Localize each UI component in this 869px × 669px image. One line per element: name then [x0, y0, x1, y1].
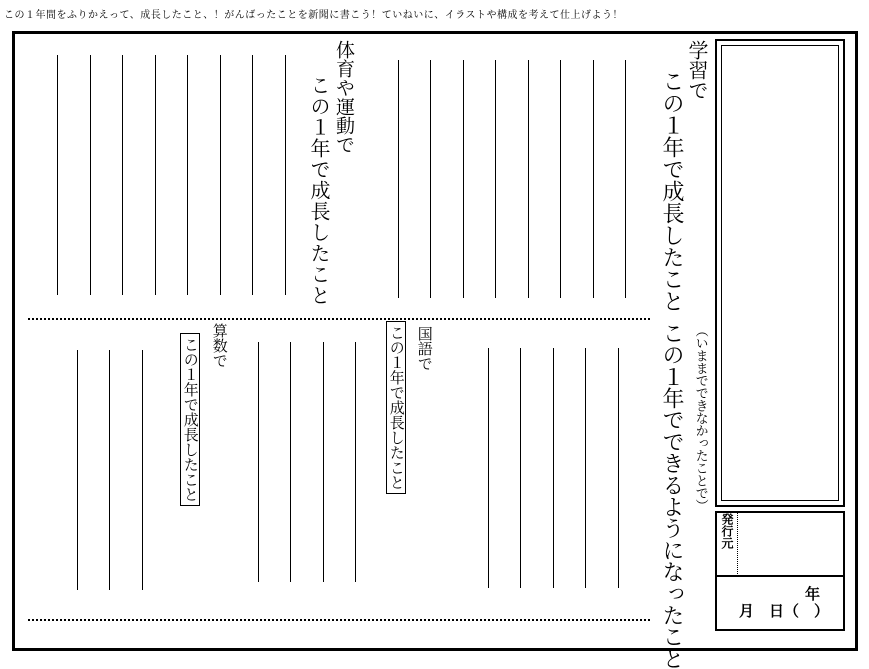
writing-line: [142, 350, 143, 590]
writing-line: [618, 348, 619, 588]
writing-line: [290, 342, 291, 582]
japanese-heading-prefix: 国語で: [415, 326, 434, 371]
writing-line: [430, 60, 431, 298]
writing-line: [323, 342, 324, 582]
publisher-box: [715, 511, 845, 631]
writing-line: [593, 60, 594, 298]
section-divider: [28, 318, 650, 320]
photo-box: [715, 39, 845, 507]
writing-line: [90, 55, 91, 295]
writing-line: [625, 60, 626, 298]
headline-main: この１年で成長したこと: [659, 70, 684, 312]
writing-line: [220, 55, 221, 295]
date-year: 年: [805, 585, 821, 603]
math-heading-main: この１年で成長したこと: [180, 333, 200, 506]
writing-line: [155, 55, 156, 295]
writing-line: [560, 60, 561, 298]
writing-line: [463, 60, 464, 298]
writing-line: [528, 60, 529, 298]
publisher-label: 発行元: [717, 513, 738, 576]
math-heading-prefix: 算数で: [210, 323, 229, 368]
writing-line: [553, 348, 554, 588]
writing-line: [252, 55, 253, 295]
instruction-text: この１年間をふりかえって、成長したこと、！がんばったことを新聞に書こう！ていねいに、イラストや構成を考えて仕上げよう！: [4, 10, 623, 21]
pe-heading-prefix: 体育や運動で: [332, 40, 355, 154]
writing-line: [585, 348, 586, 588]
writing-line: [398, 60, 399, 298]
writing-line: [495, 60, 496, 298]
writing-line: [187, 55, 188, 295]
writing-line: [520, 348, 521, 588]
bottom-divider: [28, 619, 650, 621]
writing-line: [77, 350, 78, 590]
publisher-separator: [717, 575, 843, 577]
writing-line: [122, 55, 123, 295]
pe-heading-main: この１年で成長したこと: [307, 75, 331, 306]
photo-inner-frame: [721, 45, 839, 501]
headline-sub: この１年でできるようになったこと: [659, 322, 684, 669]
date-month-day: 月 日（ ）: [739, 602, 830, 620]
writing-line: [258, 342, 259, 582]
writing-line: [109, 350, 110, 590]
headline-prefix: 学習で: [685, 40, 709, 100]
japanese-heading-main: この１年で成長したこと: [386, 321, 406, 494]
writing-line: [488, 348, 489, 588]
writing-line: [355, 342, 356, 582]
headline-note: （いままでできなかったことで）: [692, 324, 708, 512]
writing-line: [57, 55, 58, 295]
writing-line: [285, 55, 286, 295]
